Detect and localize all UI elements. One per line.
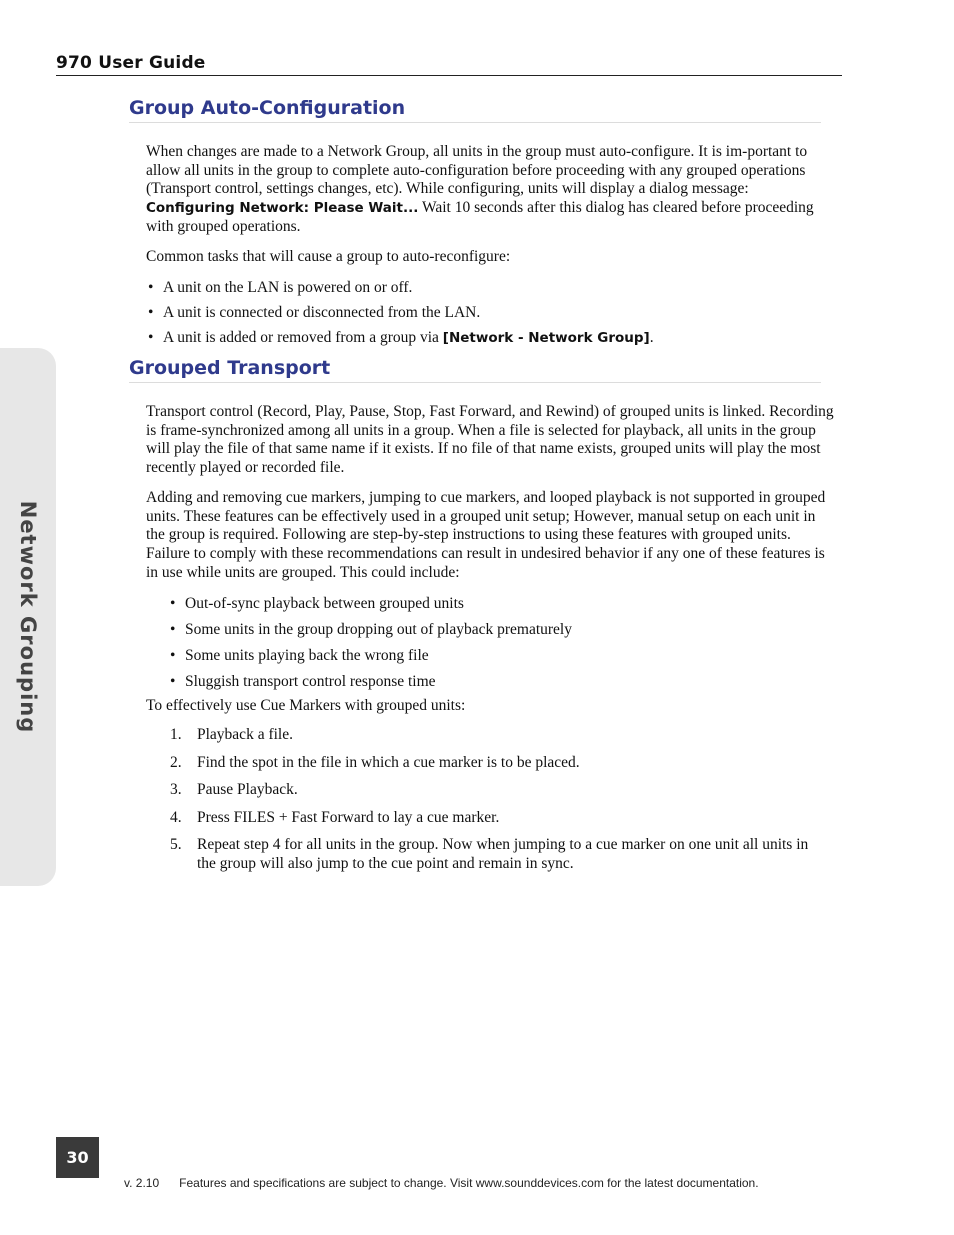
footer: [124, 1176, 884, 1190]
bullet3-text-a: A unit is added or removed from a group via: [163, 329, 443, 347]
footer-notice: Features and specifications are subject to change. Visit www.sounddevices.com for the latest documentation.: [179, 1176, 759, 1190]
step-item: [146, 781, 826, 800]
auto-config-paragraph: [146, 143, 838, 237]
step-text: Playback a file.: [197, 726, 293, 743]
common-tasks-list: [146, 279, 838, 348]
grouped-transport-paragraph-2: Adding and removing cue markers, jumping to cue markers, and looped playback is not supported in grouped units. These features can be effectively used in a grouped unit setup; However, manual setup on each unit in the group is required. Following are step-by-step instructions to using these features with grouped units. Failure to comply with these recommendations can result in undesired behavior if any one of these features is in use while units are grouped. This could include:: [146, 489, 826, 581]
list-item: • A unit on the LAN is powered on or off.: [146, 279, 838, 298]
list-item: • Sluggish transport control response time: [168, 673, 838, 692]
step-number: 3.: [170, 781, 182, 798]
side-effects-list: [168, 595, 838, 692]
cue-markers-intro: To effectively use Cue Markers with grouped units:: [146, 697, 466, 714]
step-number: 1.: [170, 726, 182, 743]
step-item: [146, 754, 826, 773]
running-header: 970 User Guide: [56, 53, 842, 76]
grouped-transport-paragraph-1: Transport control (Record, Play, Pause, Stop, Fast Forward, and Rewind) of grouped units is linked. Recording is frame-synchronized among all units in a group. When a file is selected for playback, all units in the group will play the file of that same name if it exists. If no file of that name exists, grouped units will play the most recently played or recorded file.: [146, 403, 834, 477]
section-title-grouped-transport: Grouped Transport: [129, 357, 821, 383]
common-tasks-intro: Common tasks that will cause a group to auto-reconfigure:: [146, 248, 511, 265]
step-item: [146, 726, 826, 745]
page-number: 30: [56, 1137, 99, 1178]
step-item: [146, 836, 826, 873]
section-title-auto-configuration: Group Auto-Configuration: [129, 97, 821, 123]
step-text: Repeat step 4 for all units in the group. Now when jumping to a cue marker on one unit all units in the group will also jump to the cue point and remain in sync.: [197, 836, 809, 872]
bullet3-text-b: .: [649, 329, 654, 347]
auto-config-text-b: Wait 10 seconds after this dialog has cleared before proceeding with grouped operations.: [146, 199, 814, 235]
auto-config-text-a: When changes are made to a Network Group, all units in the group must auto-configure. It is im-portant to allow all units in the group to complete auto-configuration before proceeding with any grouped operations (Transport control, settings changes, etc). While configuring, units will display a dialog message:: [146, 143, 808, 198]
list-item: • Out-of-sync playback between grouped units: [168, 595, 838, 614]
step-number: 4.: [170, 808, 182, 826]
step-text: Find the spot in the file in which a cue marker is to be placed.: [197, 753, 580, 771]
cue-marker-steps: [146, 726, 826, 873]
step-number: 2.: [170, 753, 182, 771]
dialog-message-text: Configuring Network: Please Wait...: [146, 200, 419, 217]
list-item: [146, 329, 838, 348]
side-tab-label: Network Grouping: [16, 500, 40, 734]
list-item: • Some units playing back the wrong file: [168, 647, 838, 666]
menu-path-text: [Network - Network Group]: [442, 330, 650, 347]
list-item: • Some units in the group dropping out of playback prematurely: [168, 621, 838, 640]
list-item: • A unit is connected or disconnected from the LAN.: [146, 304, 838, 323]
version-label: v. 2.10: [124, 1176, 160, 1190]
step-number: 5.: [170, 836, 182, 853]
step-item: [146, 809, 826, 828]
step-text: Press FILES + Fast Forward to lay a cue marker.: [197, 808, 500, 826]
step-text: Pause Playback.: [197, 781, 298, 798]
